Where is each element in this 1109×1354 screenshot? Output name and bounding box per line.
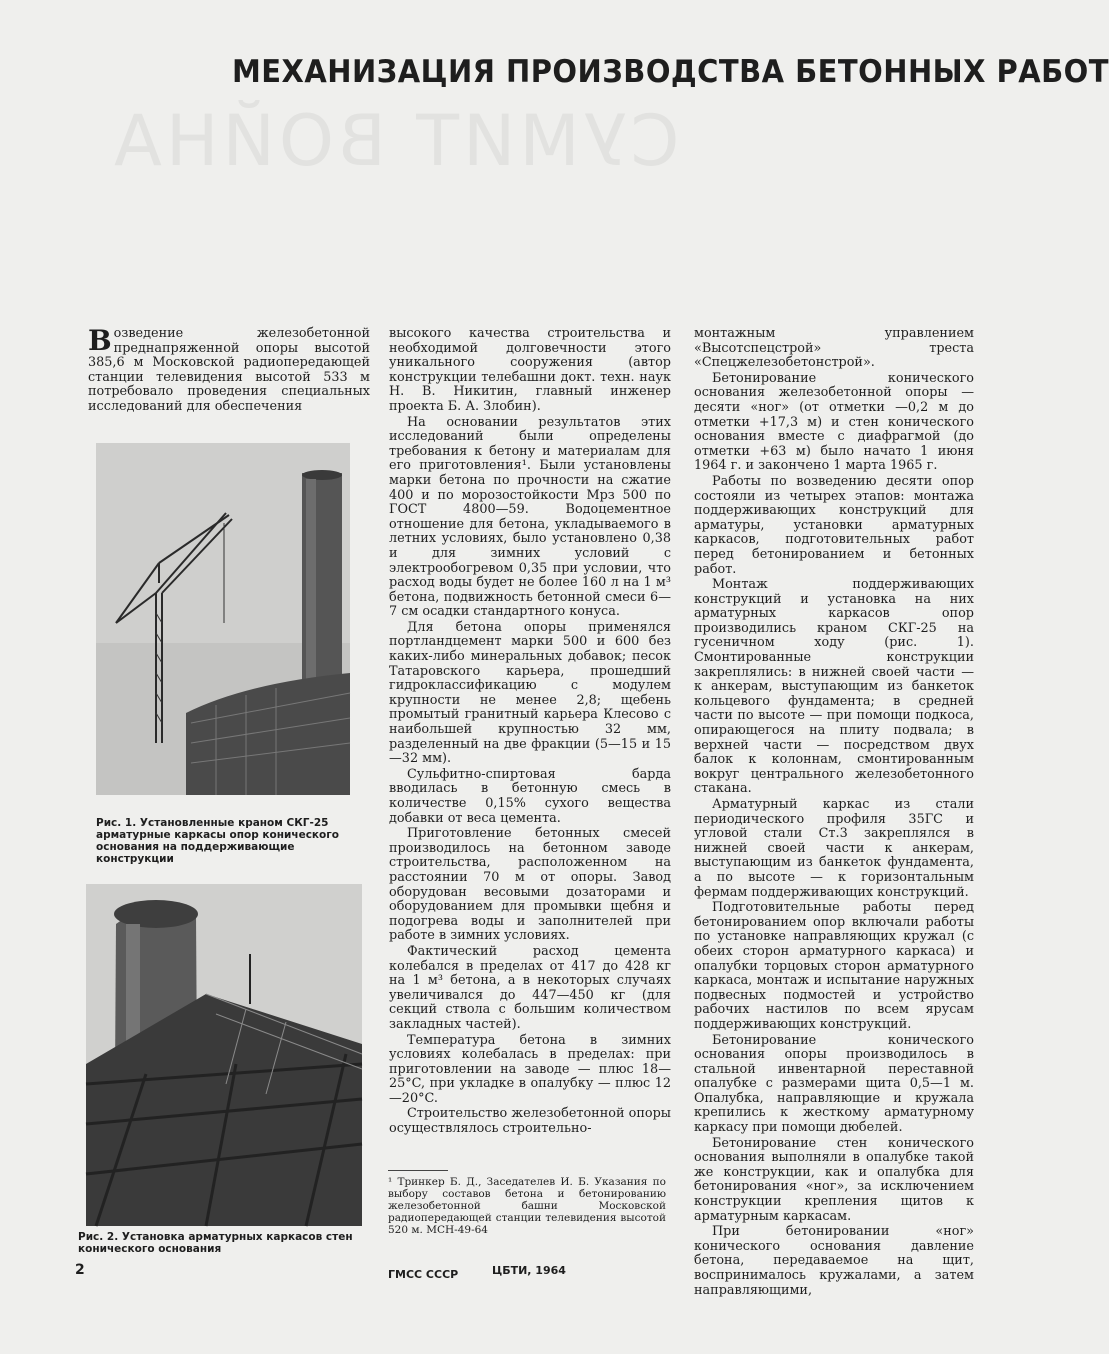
col2-paragraph-6: Фактический расход цемента колебался в пределах от 417 до 428 кг на 1 м³ бетона, а в некоторых случаях увеличивался до 447—450 кг (для секций ствола с большим количеством закладных частей). xyxy=(389,943,671,1032)
column-3 xyxy=(694,327,974,1299)
col3-paragraph-3: Работы по возведению десяти опор состояли из четырех этапов: монтажа поддерживающих конструкций для арматуры, установки арматурных каркасов, подготовительных работ перед бетонированием и бетонных работ. xyxy=(694,473,974,577)
col2-paragraph-1: высокого качества строительства и необходимой долговечности этого уникального сооружения (автор конструкции телебашни докт. техн. наук Н. В. Никитин, главный инженер проекта Б. А. Злобин). xyxy=(389,326,671,414)
show-through-text: СУМИТ ВОЙНА xyxy=(110,100,680,182)
col2-paragraph-2: На основании результатов этих исследований были определены требования к бетону и материалам для его приготовления¹. Были установлены марки бетона по прочности на сжатие 400 и по морозостойкости Мрз 500 по ГОСТ 4800—59. Водоцементное отношение для бетона, укладываемого в летних условиях, было установлено 0,38 и для зимних условий с электрообогревом 0,35 при условии, что расход воды будет не более 160 л на 1 м³ бетона, подвижность бетонной смеси 6—7 см осадки стандартного конуса. xyxy=(389,414,671,620)
intro-paragraph: озведение железобетонной преднапряженной опоры высотой 385,6 м Московской радиопередающей станции телевидения высотой 533 м потребовало проведения специальных исследований для обеспечения xyxy=(88,326,370,414)
figure-2-photo xyxy=(86,884,362,1226)
col3-paragraph-1: монтажным управлением «Высотспецстрой» треста «Спецжелезобетонстрой». xyxy=(694,326,974,371)
column-1 xyxy=(88,324,370,416)
article-title: МЕХАНИЗАЦИЯ ПРОИЗВОДСТВА БЕТОННЫХ РАБОТ xyxy=(232,54,1109,90)
col3-paragraph-9: При бетонировании «ног» конического основания давление бетона, передаваемое на щит, воспринималось кружалами, а затем направляющими, xyxy=(694,1224,974,1298)
col2-paragraph-7: Температура бетона в зимних условиях колебалась в пределах: при приготовлении на заводе — плюс 18—25°C, при укладке в опалубку — плюс 12—20°C. xyxy=(389,1032,671,1106)
col3-paragraph-4: Монтаж поддерживающих конструкций и установка на них арматурных каркасов опор производились краном СКГ-25 на гусеничном ходу (рис. 1). Смонтированные конструкции закреплялись: в нижней своей части — к анкерам, выступающим из банкеток кольцевого фундамента; в средней части по высоте — при помощи подкоса, опирающегося на плиту подвала; в верхней части — посредством двух балок к колоннам, смонтированным вокруг центрального железобетонного стакана. xyxy=(694,577,974,797)
drop-cap: В xyxy=(88,324,112,357)
footnote: ¹ Тринкер Б. Д., Заседателев И. Б. Указания по выбору составов бетона и бетонированию железобетонной башни Московской радиопередающей станции телевидения высотой 520 м. МСН-49-64 xyxy=(388,1176,666,1236)
col2-paragraph-5: Приготовление бетонных смесей производилось на бетонном заводе строительства, расположенном на расстоянии 70 м от опоры. Завод оборудован весовыми дозаторами и оборудованием для промывки щебня и подогрева воды и заполнителей при работе в зимних условиях. xyxy=(389,826,671,944)
col3-paragraph-8: Бетонирование стен конического основания выполняли в опалубке такой же конструкции, как и опалубка для бетонирования «ног», за исключением конструкции крепления щитов к арматурным каркасам. xyxy=(694,1135,974,1224)
col2-paragraph-3: Для бетона опоры применялся портландцемент марки 500 и 600 без каких-либо минеральных добавок; песок Татаровского карьера, прошедший гидроклассификацию с модулем крупности не менее 2,8; щебень промытый гранитный карьера Клесово с наибольшей крупностью 32 мм, разделенный на две фракции (5—15 и 15—32 мм). xyxy=(389,619,671,767)
col3-paragraph-6: Подготовительные работы перед бетонированием опор включали работы по установке направляющих кружал (с обеих сторон арматурного каркаса) и опалубки торцовых сторон арматурного каркаса, монтаж и испытание наружных подвесных подмостей и устройство рабочих настилов по всем ярусам поддерживающих конструкций. xyxy=(694,900,974,1032)
col3-paragraph-5: Арматурный каркас из стали периодического профиля 35ГС и угловой стали Ст.3 закреплялся в нижней своей части к анкерам, выступающим из банкеток фундамента, а по высоте — к горизонтальным фермам поддерживающих конструкций. xyxy=(694,797,974,900)
col3-paragraph-7: Бетонирование конического основания опоры производилось в стальной инвентарной переставной опалубке с размерами щита 0,5—1 м. Опалубка, направляющие и кружала крепились к жесткому арматурному каркасу при помощи дюбелей. xyxy=(694,1032,974,1136)
footer-publisher: ГМСС СССР xyxy=(388,1268,459,1281)
col2-paragraph-4: Сульфитно-спиртовая барда вводилась в бетонную смесь в количестве 0,15% сухого вещества добавки от веса цемента. xyxy=(389,766,671,826)
col3-paragraph-2: Бетонирование конического основания железобетонной опоры — десяти «ног» (от отметки —0,2 м до отметки +17,3 м) и стен конического основания вместе с диафрагмой (до отметки +63 м) было начато 1 июня 1964 г. и закончено 1 марта 1965 г. xyxy=(694,370,974,474)
figure-2-caption: Рис. 2. Установка арматурных каркасов стен конического основания xyxy=(78,1231,353,1255)
column-2 xyxy=(389,327,671,1138)
reinforcement-cages-illustration xyxy=(86,884,362,1226)
footer-imprint: ЦБТИ, 1964 xyxy=(492,1264,566,1277)
crane-and-tower-illustration xyxy=(96,443,350,795)
page-number: 2 xyxy=(75,1262,85,1278)
footnote-divider xyxy=(388,1170,448,1171)
col2-paragraph-8: Строительство железобетонной опоры осуществлялось строительно- xyxy=(389,1106,671,1137)
figure-1-photo xyxy=(96,443,350,795)
figure-1-caption: Рис. 1. Установленные краном СКГ-25 арматурные каркасы опор конического основания на поддерживающие конструкции xyxy=(96,817,339,865)
